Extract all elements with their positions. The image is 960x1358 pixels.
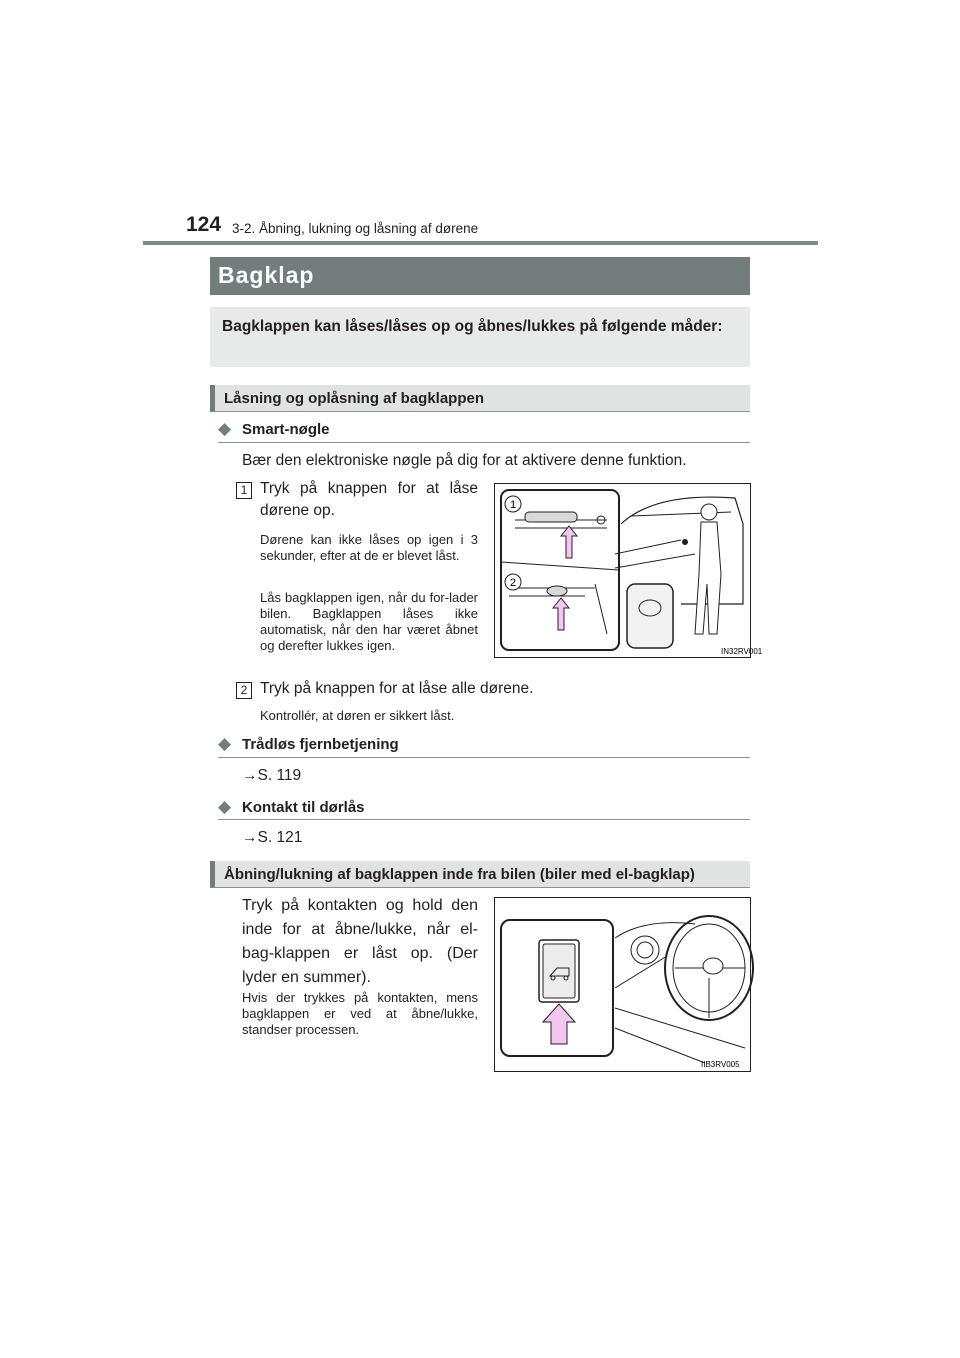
inside-note: Hvis der trykkes på kontakten, mens bagklappen er ved at åbne/lukke, standser processen.	[242, 990, 478, 1037]
remote-reference-link[interactable]: →S. 119	[242, 767, 302, 784]
step1-note-2: Lås bagklappen igen, når du for-lader bilen. Bagklappen låses ikke automatisk, når den har været åbnet og derefter lukkes igen.	[260, 590, 478, 653]
diamond-bullet-icon: ◆	[218, 419, 232, 438]
item-title-lock-switch: Kontakt til dørlås	[242, 799, 365, 816]
figure-code-1: IN32RV001	[721, 647, 763, 656]
item-rule	[218, 757, 750, 758]
tailgate-illustration	[495, 484, 763, 657]
step2-note: Kontrollér, at døren er sikkert låst.	[260, 708, 455, 723]
item-title-smart-key: Smart-nøgle	[242, 421, 330, 438]
item-rule	[218, 819, 750, 820]
subsection-heading-inside: Åbning/lukning af bagklappen inde fra bilen (biler med el-bagklap)	[224, 866, 695, 883]
inside-body-text: Tryk på kontakten og hold den inde for at åbne/lukke, når el-bag-klappen er låst op. (Der lyder en summer).	[242, 897, 478, 986]
smart-key-description: Bær den elektroniske nøgle på dig for at aktivere denne funktion.	[242, 452, 687, 469]
step-number-1: 1	[236, 482, 252, 499]
subsection-heading-locking: Låsning og oplåsning af bagklappen	[224, 390, 485, 407]
interior-switch-illustration	[495, 898, 750, 1071]
page-number: 124	[186, 213, 222, 236]
section-title: Bagklap	[218, 262, 315, 288]
header-rule	[143, 241, 818, 245]
step1-text-line2: dørene op.	[260, 502, 335, 519]
figure-tailgate-smart-key	[494, 483, 763, 658]
step2-text: Tryk på knappen for at låse alle dørene.	[260, 680, 534, 697]
figure-interior-switch	[494, 897, 751, 1072]
diamond-bullet-icon: ◆	[218, 734, 232, 753]
intro-text: Bagklappen kan låses/låses op og åbnes/lukkes på følgende måder:	[222, 318, 723, 335]
lock-switch-reference-link[interactable]: →S. 121	[242, 829, 303, 846]
item-rule	[218, 442, 750, 443]
item-title-remote: Trådløs fjernbetjening	[242, 736, 399, 753]
step-number-2: 2	[236, 682, 252, 699]
figure-callout-2: 2	[509, 577, 517, 589]
step1-text-line1: Tryk på knappen for at låse	[260, 480, 478, 497]
step1-note-1: Dørene kan ikke låses op igen i 3 sekunder, efter at de er blevet låst.	[260, 532, 478, 563]
figure-code-2: IIB3RV005	[701, 1060, 740, 1069]
diamond-bullet-icon: ◆	[218, 797, 232, 816]
chapter-title: 3-2. Åbning, lukning og låsning af dørene	[232, 221, 479, 236]
figure-callout-1: 1	[509, 499, 517, 511]
